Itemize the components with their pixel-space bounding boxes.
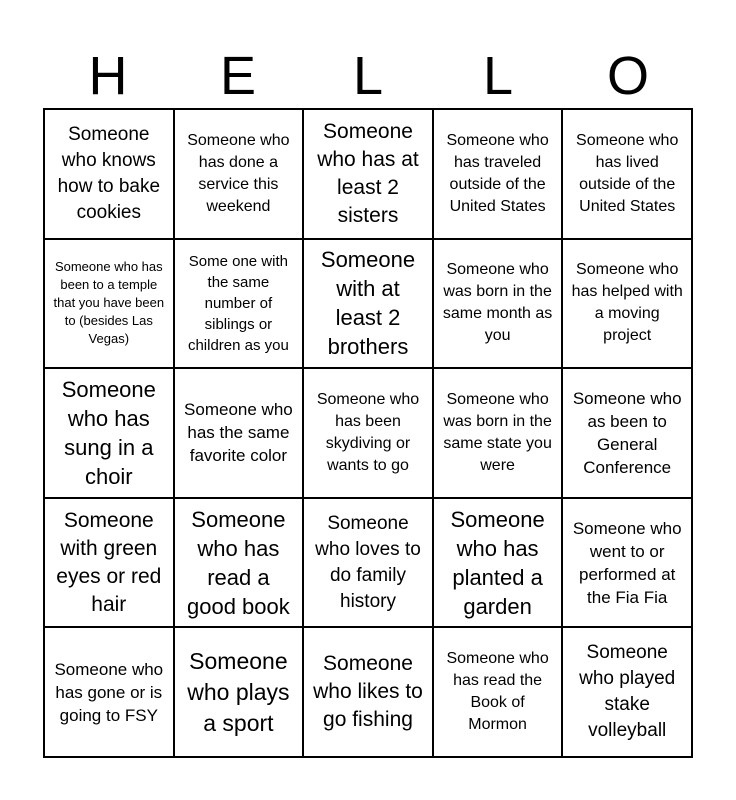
cell-text: Someone who was born in the same month as you	[442, 261, 553, 345]
cell-text: Someone who knows how to bake cookies	[57, 123, 161, 223]
bingo-cell[interactable]	[303, 368, 433, 498]
bingo-cell[interactable]	[44, 239, 174, 369]
cell-text: Someone who has helped with a moving project	[571, 261, 683, 345]
bingo-cell[interactable]	[562, 627, 692, 757]
cell-text: Someone who has sung in a choir	[61, 376, 156, 489]
bingo-cell[interactable]	[44, 109, 174, 239]
cell-text: Someone who likes to go fishing	[313, 652, 423, 732]
bingo-cell[interactable]	[562, 368, 692, 498]
bingo-cell[interactable]	[44, 627, 174, 757]
bingo-cell[interactable]	[174, 109, 304, 239]
bingo-cell[interactable]	[303, 109, 433, 239]
cell-text: Someone who went to or performed at the Fia Fia	[572, 518, 682, 607]
cell-text: Someone with green eyes or red hair	[56, 508, 162, 616]
title-letter-e: E	[219, 46, 257, 106]
cell-text: Someone who has lived outside of the United States	[576, 131, 679, 215]
bingo-cell[interactable]	[433, 368, 563, 498]
bingo-cell[interactable]	[174, 368, 304, 498]
cell-text: Someone who has the same favorite color	[184, 400, 293, 466]
cell-text: Someone who has read the Book of Mormon	[446, 650, 549, 734]
cell-text: Someone who has at least 2 sisters	[317, 119, 419, 227]
bingo-title	[43, 44, 693, 108]
cell-text: Someone who has been to a temple that you have been to (besides Las Vegas)	[53, 259, 165, 347]
cell-text: Someone who was born in the same state you were	[443, 390, 552, 474]
bingo-cell[interactable]	[562, 498, 692, 628]
bingo-cell[interactable]	[433, 627, 563, 757]
title-letter-l2: L	[482, 46, 514, 106]
cell-text: Some one with the same number of siblings or children as you	[187, 252, 289, 354]
bingo-cell[interactable]	[303, 498, 433, 628]
cell-text: Someone who plays a sport	[187, 647, 290, 736]
bingo-cell[interactable]	[174, 239, 304, 369]
cell-text: Someone who loves to do family history	[315, 512, 421, 612]
bingo-cell[interactable]	[303, 239, 433, 369]
bingo-cell[interactable]	[174, 498, 304, 628]
bingo-cell[interactable]	[44, 498, 174, 628]
title-letter-l1: L	[352, 46, 384, 106]
cell-text: Someone who as been to General Conference	[572, 388, 682, 477]
cell-text: Someone who has traveled outside of the United States	[446, 131, 549, 215]
title-letter-o: O	[606, 46, 649, 106]
bingo-cell[interactable]	[433, 498, 563, 628]
bingo-grid	[43, 108, 693, 758]
cell-text: Someone who played stake volleyball	[579, 642, 676, 742]
cell-text: Someone who has gone or is going to FSY	[54, 659, 164, 725]
cell-text: Someone with at least 2 brothers	[320, 247, 416, 360]
bingo-cell[interactable]	[174, 627, 304, 757]
cell-text: Someone who has planted a garden	[450, 506, 545, 619]
bingo-cell[interactable]	[433, 109, 563, 239]
title-letter-h: H	[88, 46, 128, 106]
cell-text: Someone who has done a service this weekend	[187, 131, 290, 215]
bingo-cell[interactable]	[562, 239, 692, 369]
bingo-cell[interactable]	[303, 627, 433, 757]
cell-text: Someone who has been skydiving or wants to go	[316, 390, 420, 474]
cell-text: Someone who has read a good book	[187, 506, 290, 619]
bingo-cell[interactable]	[562, 109, 692, 239]
bingo-cell[interactable]	[44, 368, 174, 498]
bingo-cell[interactable]	[433, 239, 563, 369]
